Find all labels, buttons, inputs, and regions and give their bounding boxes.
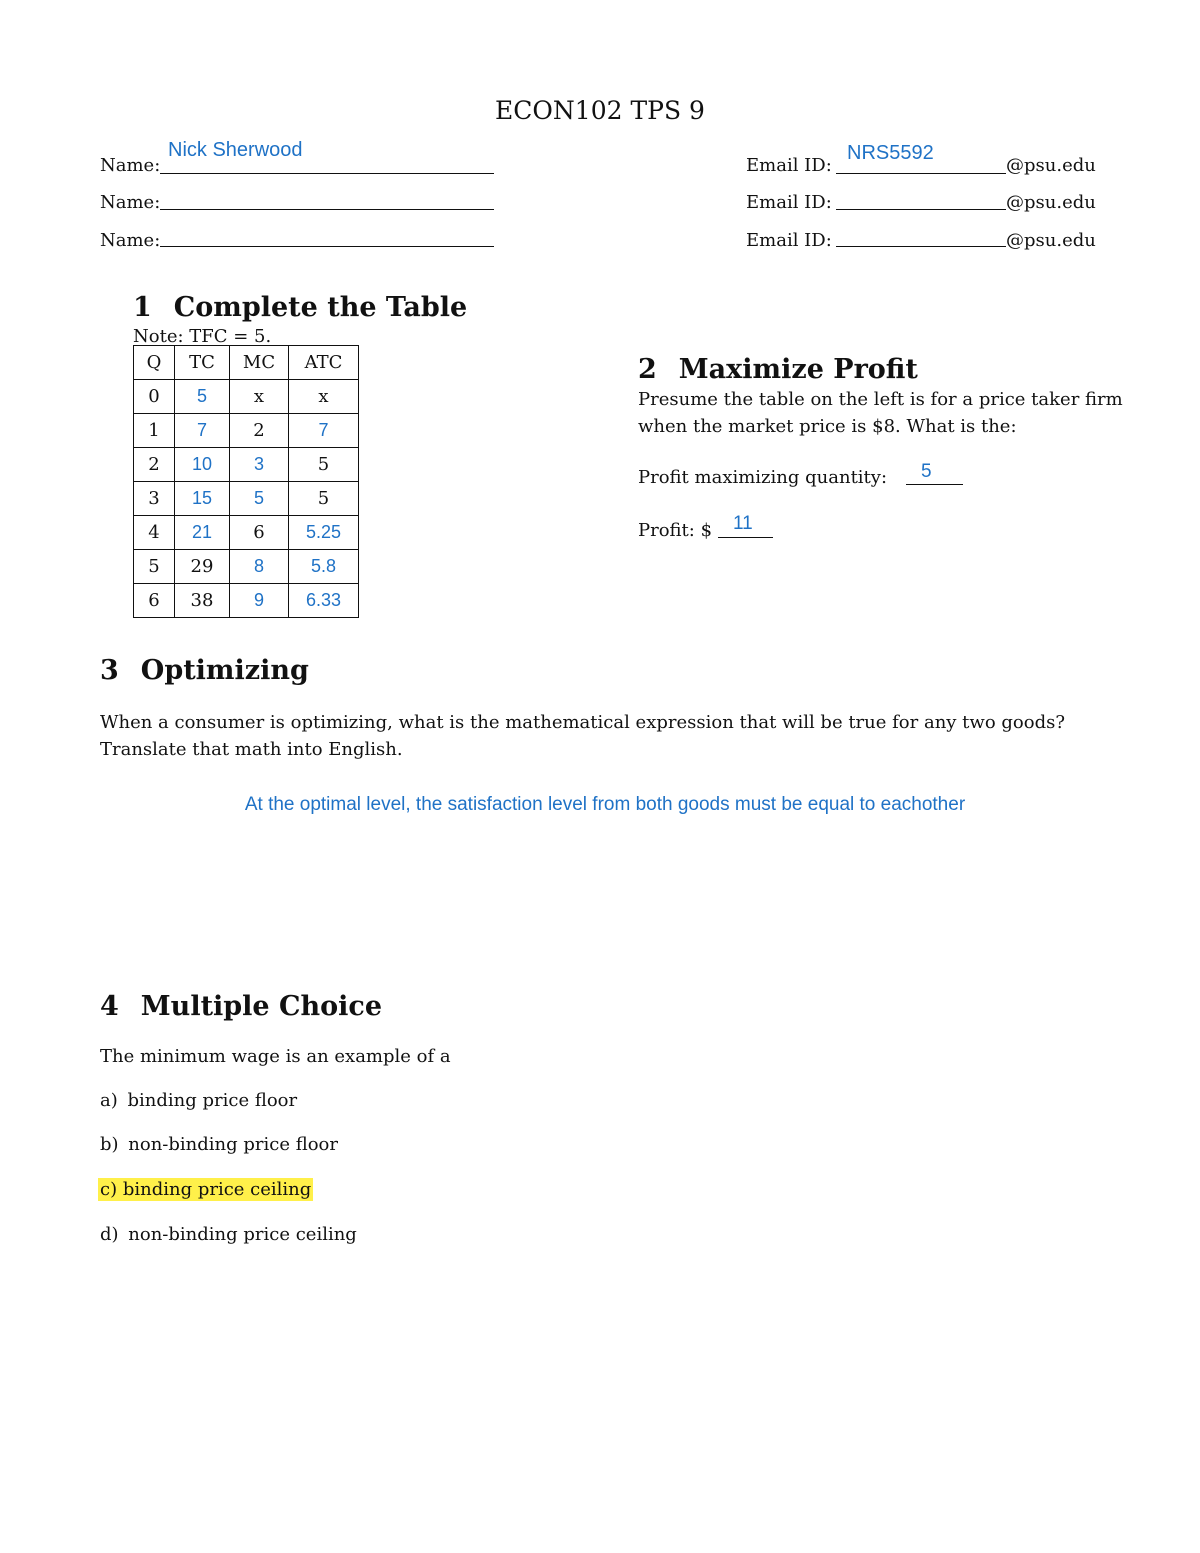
atc-cell: 5 [289, 448, 359, 482]
tc-answer[interactable]: 21 [175, 516, 230, 550]
name-answer-1: Nick Sherwood [168, 139, 303, 161]
column-header-tc: TC [175, 346, 230, 380]
q-cell: 3 [134, 482, 175, 516]
section-3-question [100, 709, 1160, 763]
selected-answer-highlight [98, 1178, 313, 1201]
section-number: 3 [100, 655, 119, 686]
cost-table [133, 345, 359, 618]
tc-answer[interactable]: 10 [175, 448, 230, 482]
email-label: Email ID: [746, 155, 832, 176]
q-cell: 4 [134, 516, 175, 550]
mc-answer[interactable]: 3 [230, 448, 289, 482]
name-line-3[interactable] [160, 246, 494, 247]
tc-cell: 29 [175, 550, 230, 584]
profit-line[interactable] [718, 537, 773, 538]
mc-option-d[interactable] [100, 1224, 357, 1245]
table-row [134, 550, 359, 584]
q-cell: 6 [134, 584, 175, 618]
option-letter: c) [100, 1179, 118, 1200]
table-row [134, 482, 359, 516]
prompt-line: when the market price is $8. What is the: [638, 416, 1017, 437]
mc-cell: x [230, 380, 289, 414]
section-2-prompt [638, 386, 1123, 440]
name-label: Name: [100, 230, 161, 251]
table-row [134, 516, 359, 550]
question-line: When a consumer is optimizing, what is the mathematical expression that will be true for any two goods? [100, 712, 1065, 733]
section-2-heading [638, 354, 918, 385]
name-line-1[interactable] [160, 173, 494, 174]
column-header-q: Q [134, 346, 175, 380]
section-3-heading [100, 655, 309, 686]
quantity-label: Profit maximizing quantity: [638, 467, 888, 488]
email-domain: @psu.edu [1006, 230, 1096, 251]
option-text: binding price floor [127, 1090, 298, 1111]
email-domain: @psu.edu [1006, 192, 1096, 213]
tc-answer[interactable]: 5 [175, 380, 230, 414]
email-domain: @psu.edu [1006, 155, 1096, 176]
name-label: Name: [100, 155, 161, 176]
tc-answer[interactable]: 7 [175, 414, 230, 448]
prompt-line: Presume the table on the left is for a price taker firm [638, 389, 1123, 410]
atc-answer[interactable]: 7 [289, 414, 359, 448]
email-line-1[interactable] [836, 173, 1006, 174]
option-letter: a) [100, 1090, 118, 1111]
q-cell: 5 [134, 550, 175, 584]
mc-option-b[interactable] [100, 1134, 338, 1155]
mc-option-c[interactable] [98, 1179, 313, 1200]
name-line-2[interactable] [160, 209, 494, 210]
profit-label: Profit: $ [638, 520, 713, 541]
section-number: 2 [638, 354, 657, 385]
table-note: Note: TFC = 5. [133, 326, 272, 347]
table-header-row [134, 346, 359, 380]
q-cell: 0 [134, 380, 175, 414]
quantity-line[interactable] [906, 484, 963, 485]
section-title: Multiple Choice [140, 991, 383, 1022]
profit-answer: 11 [733, 513, 753, 534]
option-letter: b) [100, 1134, 119, 1155]
atc-answer[interactable]: 6.33 [289, 584, 359, 618]
atc-answer[interactable]: 5.25 [289, 516, 359, 550]
section-title: Complete the Table [173, 292, 468, 323]
table-row [134, 584, 359, 618]
tc-cell: 38 [175, 584, 230, 618]
section-3-answer[interactable]: At the optimal level, the satisfaction level from both goods must be equal to eachother [244, 794, 966, 815]
mc-cell: 2 [230, 414, 289, 448]
option-text: non-binding price ceiling [128, 1224, 357, 1245]
section-title: Optimizing [140, 655, 309, 686]
option-letter: d) [100, 1224, 119, 1245]
table-row [134, 414, 359, 448]
section-number: 4 [100, 991, 119, 1022]
atc-answer[interactable]: 5.8 [289, 550, 359, 584]
email-line-3[interactable] [836, 246, 1006, 247]
mc-answer[interactable]: 9 [230, 584, 289, 618]
section-title: Maximize Profit [678, 354, 918, 385]
atc-cell: x [289, 380, 359, 414]
email-label: Email ID: [746, 192, 832, 213]
email-line-2[interactable] [836, 209, 1006, 210]
atc-cell: 5 [289, 482, 359, 516]
mc-cell: 6 [230, 516, 289, 550]
q-cell: 2 [134, 448, 175, 482]
email-label: Email ID: [746, 230, 832, 251]
option-text: non-binding price floor [128, 1134, 338, 1155]
email-answer-1: NRS5592 [847, 142, 934, 164]
option-text: binding price ceiling [122, 1179, 312, 1200]
name-label: Name: [100, 192, 161, 213]
mc-question: The minimum wage is an example of a [100, 1046, 451, 1067]
mc-answer[interactable]: 8 [230, 550, 289, 584]
section-number: 1 [133, 292, 152, 323]
table-row [134, 380, 359, 414]
column-header-atc: ATC [289, 346, 359, 380]
tc-answer[interactable]: 15 [175, 482, 230, 516]
quantity-answer: 5 [921, 461, 932, 482]
section-4-heading [100, 991, 382, 1022]
mc-answer[interactable]: 5 [230, 482, 289, 516]
question-line: Translate that math into English. [100, 739, 403, 760]
q-cell: 1 [134, 414, 175, 448]
mc-option-a[interactable] [100, 1090, 297, 1111]
section-1-heading [133, 292, 467, 323]
document-title: ECON102 TPS 9 [495, 96, 705, 125]
column-header-mc: MC [230, 346, 289, 380]
table-row [134, 448, 359, 482]
